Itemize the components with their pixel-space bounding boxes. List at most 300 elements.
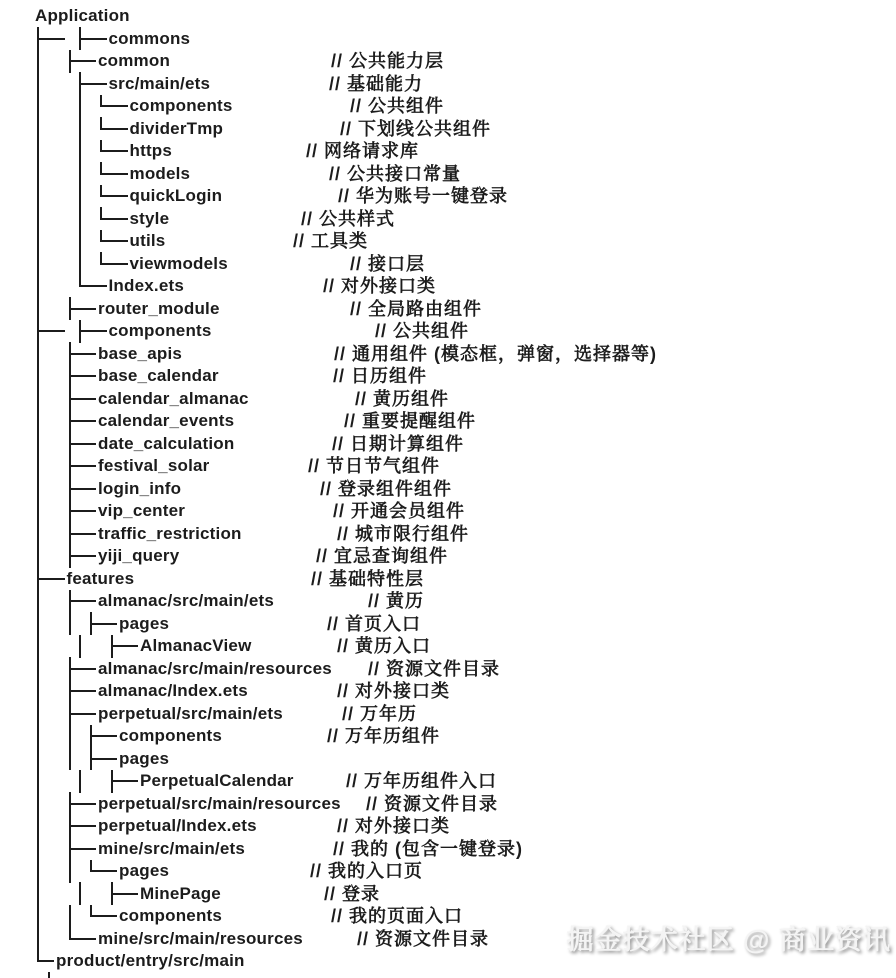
branch-line-segment [86,140,97,163]
branch-line-segment [75,613,86,636]
branch-line-segment [54,208,65,231]
branch-line-segment [44,883,55,906]
tree-row [0,185,896,208]
branch-line-segment [117,118,128,141]
branch-line-segment [75,545,86,568]
branch-line-segment [33,613,44,636]
branch-line-segment [65,635,76,658]
tree-branch-lines [33,908,117,925]
branch-line-segment [86,73,97,96]
branch-line-segment [33,703,44,726]
node-name: Index.ets [108,276,184,295]
branch-line-segment [86,703,97,726]
branch-line-segment [44,545,55,568]
tree-branch-lines [33,593,96,610]
branch-line-segment [33,838,44,861]
branch-line-segment [96,613,107,636]
branch-line-segment [86,275,97,298]
branch-line-segment [65,793,76,816]
branch-line-segment [96,28,107,51]
branch-line-segment [54,748,65,771]
tree-row [0,410,896,433]
node-name: features [66,568,135,588]
branch-line-segment [33,590,44,613]
node-comment: // 节日节气组件 [308,456,441,476]
branch-line-segment [65,455,76,478]
branch-line-segment [44,793,55,816]
branch-line-segment [96,320,107,343]
branch-line-segment [33,140,44,163]
tree-branch-lines [33,53,96,70]
branch-line-segment [117,635,128,658]
branch-line-segment [33,118,44,141]
tree [0,5,896,978]
branch-line-segment [96,73,107,96]
node-comment: // 网络请求库 [306,141,420,161]
branch-line-segment [44,928,55,951]
tree-branch-lines [33,661,96,678]
branch-line-segment [33,298,44,321]
branch-line-segment [54,793,65,816]
branch-line-segment [96,770,107,793]
node-name: almanac/Index.ets [98,681,248,700]
branch-line-segment [54,50,65,73]
branch-line-segment [65,523,76,546]
branch-line-segment [33,568,44,591]
branch-line-segment [33,950,44,973]
branch-line-segment [54,680,65,703]
branch-line-segment [33,320,44,343]
branch-line-segment [44,253,55,276]
branch-line-segment [44,725,55,748]
node-comment: // 资源文件目录 [366,793,499,814]
node-comment: // 开通会员组件 [333,501,466,521]
branch-line-segment [44,680,55,703]
branch-line-segment [75,28,86,51]
branch-line-segment [86,388,97,411]
node-name: calendar_events [98,411,235,430]
branch-line-segment [96,725,107,748]
branch-line-segment [117,770,128,793]
branch-line-segment [44,815,55,838]
branch-line-segment [65,95,76,118]
tree-branch-lines [33,166,128,183]
node-comment: // 公共组件 [375,321,470,341]
branch-line-segment [75,815,86,838]
tree-row [0,5,896,28]
branch-line-segment [75,73,86,96]
branch-line-segment [33,28,44,51]
tree-row [0,658,896,681]
branch-line-segment [107,905,118,928]
branch-line-segment [54,73,65,96]
tree-branch-lines [33,503,96,520]
node-name: dividerTmp [129,118,224,138]
branch-line-segment [75,455,86,478]
branch-line-segment [54,770,65,793]
branch-line-segment [65,680,76,703]
branch-line-segment [75,388,86,411]
branch-line-segment [75,230,86,253]
branch-line-segment [33,680,44,703]
branch-line-segment [33,185,44,208]
branch-line-segment [44,95,55,118]
branch-line-segment [86,230,97,253]
branch-line-segment [54,635,65,658]
branch-line-segment [54,455,65,478]
tree-branch-lines [33,413,96,430]
branch-line-segment [65,230,76,253]
tree-row [0,725,896,748]
tree-branch-lines [33,571,65,588]
tree-row [0,793,896,816]
branch-line-segment [33,73,44,96]
node-name: components [108,321,212,340]
branch-line-segment [65,50,76,73]
branch-line-segment [44,365,55,388]
branch-line-segment [54,590,65,613]
tree-row [0,253,896,276]
node-comment: // 华为账号一键登录 [338,186,509,206]
branch-line-segment [54,838,65,861]
tree-row [0,455,896,478]
branch-line-segment [96,275,107,298]
node-name: pages [119,748,170,768]
node-comment: // 登录组件组件 [320,478,453,499]
branch-line-segment [44,478,55,501]
branch-line-segment [54,388,65,411]
branch-line-segment [65,500,76,523]
branch-line-segment [86,478,97,501]
branch-line-segment [96,253,107,276]
tree-row [0,635,896,658]
branch-line-segment [33,500,44,523]
branch-line-segment [117,208,128,231]
node-name: Application [35,6,130,25]
branch-line-segment [75,635,86,658]
branch-line-segment [33,815,44,838]
node-comment: // 重要提醒组件 [344,411,477,431]
branch-line-segment [44,73,55,96]
node-name: almanac/src/main/ets [98,591,274,610]
node-name: AlmanacView [140,636,252,655]
tree-row [0,73,896,96]
tree-branch-lines [33,773,138,790]
branch-line-segment [86,680,97,703]
branch-line-segment [75,410,86,433]
branch-line-segment [75,658,86,681]
tree-row [0,140,896,163]
tree-branch-lines [33,301,96,318]
branch-line-segment [65,343,76,366]
branch-line-segment [44,770,55,793]
branch-line-segment [86,748,97,771]
branch-line-segment [117,95,128,118]
tree-branch-lines [33,346,96,363]
branch-line-segment [33,523,44,546]
node-comment: // 基础特性层 [311,568,425,589]
tree-row [0,703,896,726]
node-name: perpetual/Index.ets [98,816,257,835]
branch-line-segment [65,140,76,163]
node-comment: // 我的 (包含一键登录) [333,838,523,859]
branch-line-segment [65,275,76,298]
branch-line-segment [86,298,97,321]
tree-branch-lines [33,616,117,633]
branch-line-segment [44,905,55,928]
branch-line-segment [75,208,86,231]
branch-line-segment [117,253,128,276]
branch-line-segment [86,343,97,366]
branch-line-segment [86,545,97,568]
branch-line-segment [86,523,97,546]
branch-line-segment [65,478,76,501]
node-comment: // 宜忌查询组件 [316,546,449,566]
branch-line-segment [44,230,55,253]
tree-branch-lines [33,211,128,228]
branch-line-segment [86,883,97,906]
branch-line-segment [33,770,44,793]
branch-line-segment [65,298,76,321]
node-name: yiji_query [98,546,180,565]
tree-row [0,500,896,523]
node-name: base_apis [98,343,183,363]
branch-line-segment [33,725,44,748]
tree-row [0,298,896,321]
branch-line-segment [54,883,65,906]
branch-line-segment [65,365,76,388]
tree-row [0,523,896,546]
branch-line-segment [54,433,65,456]
node-name: product/entry/src/main [56,951,245,970]
branch-line-segment [44,118,55,141]
node-name [54,974,56,978]
tree-branch-lines [33,121,128,138]
tree-branch-lines [33,458,96,475]
node-name: almanac/src/main/resources [98,658,332,678]
branch-line-segment [54,118,65,141]
branch-line-segment [86,50,97,73]
branch-line-segment [96,883,107,906]
tree-branch-lines [33,841,96,858]
node-name: utils [129,231,166,250]
branch-line-segment [44,433,55,456]
node-comment: // 基础能力 [329,73,424,94]
branch-line-segment [107,140,118,163]
branch-line-segment [54,568,65,591]
node-name: style [129,208,170,228]
branch-line-segment [33,973,44,978]
branch-line-segment [75,50,86,73]
branch-line-segment [75,748,86,771]
branch-line-segment [65,815,76,838]
branch-line-segment [44,320,55,343]
tree-row [0,545,896,568]
branch-line-segment [44,635,55,658]
branch-line-segment [75,680,86,703]
branch-line-segment [33,433,44,456]
branch-line-segment [44,28,55,51]
branch-line-segment [75,320,86,343]
branch-line-segment [86,613,97,636]
branch-line-segment [96,230,107,253]
branch-line-segment [65,703,76,726]
branch-line-segment [128,635,139,658]
branch-line-segment [86,253,97,276]
branch-line-segment [86,163,97,186]
branch-line-segment [96,163,107,186]
node-name: commons [108,28,191,48]
tree-branch-lines [33,436,96,453]
tree-branch-lines [33,391,96,408]
branch-line-segment [44,163,55,186]
branch-line-segment [44,523,55,546]
node-name: festival_solar [98,456,210,475]
node-name: components [129,96,233,115]
branch-line-segment [33,253,44,276]
node-name: pages [119,861,170,880]
branch-line-segment [54,860,65,883]
branch-line-segment [128,770,139,793]
branch-line-segment [33,343,44,366]
branch-line-segment [65,433,76,456]
node-name: perpetual/src/main/resources [98,793,341,813]
node-comment: // 接口层 [350,253,426,274]
branch-line-segment [54,478,65,501]
branch-line-segment [33,275,44,298]
branch-line-segment [75,95,86,118]
branch-line-segment [65,410,76,433]
branch-line-segment [65,163,76,186]
branch-line-segment [65,883,76,906]
branch-line-segment [96,905,107,928]
branch-line-segment [33,545,44,568]
branch-line-segment [96,95,107,118]
branch-line-segment [75,928,86,951]
node-comment: // 我的入口页 [310,861,424,881]
branch-line-segment [75,343,86,366]
tree-branch-lines [33,31,107,48]
tree-row [0,973,896,978]
node-name: vip_center [98,501,186,520]
branch-line-segment [44,410,55,433]
branch-line-segment [107,770,118,793]
node-comment: // 日期计算组件 [332,433,465,454]
branch-line-segment [44,388,55,411]
branch-line-segment [33,658,44,681]
branch-line-segment [96,140,107,163]
tree-branch-lines [33,256,128,273]
node-comment: // 公共能力层 [331,51,445,71]
branch-line-segment [96,748,107,771]
branch-line-segment [75,860,86,883]
tree-row [0,478,896,501]
branch-line-segment [107,748,118,771]
tree-branch-lines [33,548,96,565]
branch-line-segment [65,118,76,141]
tree-branch-lines [33,706,96,723]
branch-line-segment [86,500,97,523]
branch-line-segment [44,455,55,478]
branch-line-segment [107,95,118,118]
branch-line-segment [65,928,76,951]
branch-line-segment [86,658,97,681]
branch-line-segment [33,388,44,411]
tree-row [0,50,896,73]
tree-branch-lines [33,188,128,205]
tree-branch-lines [33,143,128,160]
tree-row [0,28,896,51]
node-name: https [129,141,173,160]
branch-line-segment [54,410,65,433]
node-comment: // 对外接口类 [323,276,437,296]
branch-line-segment [75,770,86,793]
branch-line-segment [65,388,76,411]
tree-row [0,320,896,343]
node-comment: // 黄历 [368,591,425,611]
branch-line-segment [65,838,76,861]
tree-branch-lines [33,98,128,115]
branch-line-segment [33,50,44,73]
branch-line-segment [33,95,44,118]
branch-line-segment [54,658,65,681]
tree-row [0,208,896,231]
branch-line-segment [107,725,118,748]
branch-line-segment [65,860,76,883]
tree-branch-lines [33,683,96,700]
branch-line-segment [86,208,97,231]
tree-row [0,748,896,771]
branch-line-segment [86,433,97,456]
branch-line-segment [75,163,86,186]
branch-line-segment [54,320,65,343]
node-comment: // 我的页面入口 [331,906,464,926]
branch-line-segment [86,815,97,838]
node-name: login_info [98,478,182,498]
branch-line-segment [75,590,86,613]
tree-branch-lines [33,863,117,880]
node-name: mine/src/main/resources [98,928,303,948]
branch-line-segment [65,770,76,793]
branch-line-segment [65,613,76,636]
tree-row [0,163,896,186]
branch-line-segment [86,365,97,388]
branch-line-segment [44,748,55,771]
branch-line-segment [86,793,97,816]
branch-line-segment [86,905,97,928]
branch-line-segment [96,185,107,208]
branch-line-segment [75,838,86,861]
branch-line-segment [96,118,107,141]
branch-line-segment [33,860,44,883]
branch-line-segment [107,635,118,658]
branch-line-segment [44,973,55,978]
branch-line-segment [117,163,128,186]
node-comment: // 万年历 [342,703,418,724]
branch-line-segment [65,185,76,208]
branch-line-segment [33,793,44,816]
branch-line-segment [86,725,97,748]
branch-line-segment [65,28,76,51]
branch-line-segment [33,365,44,388]
branch-line-segment [33,163,44,186]
tree-branch-lines [33,728,117,745]
node-comment: // 登录 [324,883,381,904]
tree-row [0,95,896,118]
node-name: components [119,726,223,745]
watermark: 掘金技术社区 @ 商业资讯 [566,925,891,955]
branch-line-segment [107,118,118,141]
